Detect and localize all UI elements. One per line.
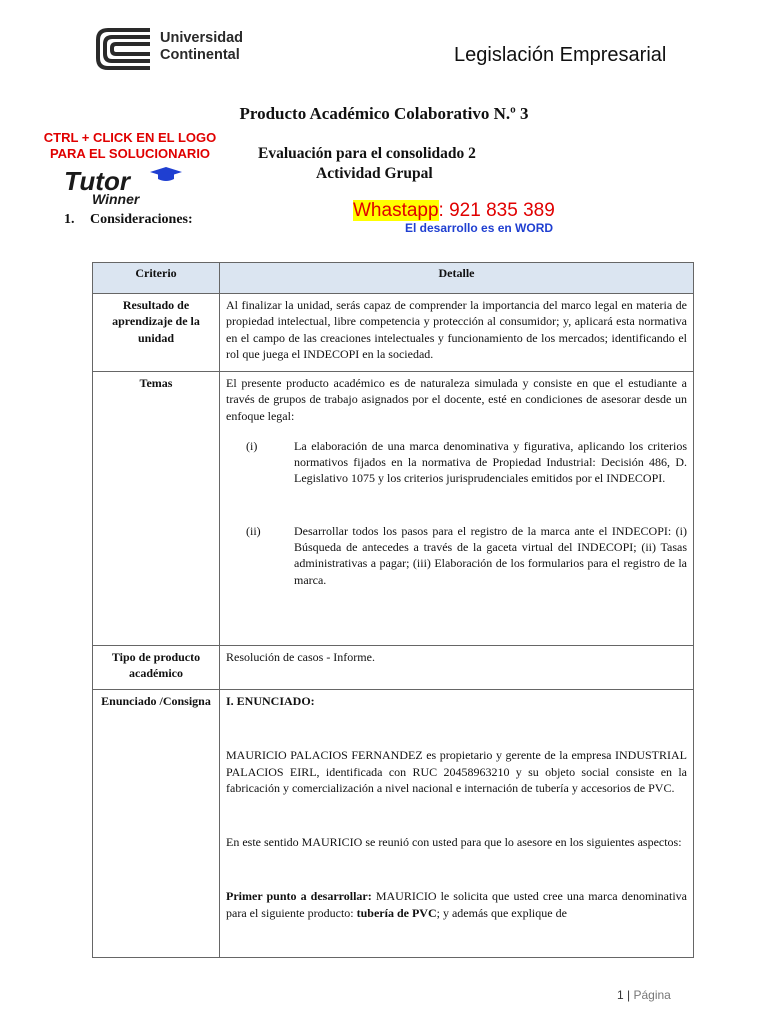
list-item: (i) La elaboración de una marca denominativa y figurativa, aplicando los criterios normativos fijados en la normativa de Propiedad Industrial: Decisión 486, D. Legislativo 1075 y los criterios jurisprudenciales emitidos por el INDECOPI. <box>246 438 687 486</box>
document-title: Producto Académico Colaborativo N.º 3 <box>239 104 529 123</box>
criterio-cell: Temas <box>93 372 220 646</box>
word-note: El desarrollo es en WORD <box>405 221 554 235</box>
header-criterio: Criterio <box>93 263 220 294</box>
promo-link-text: CTRL + CLICK EN EL LOGO PARA EL SOLUCIONARIO <box>43 130 217 161</box>
considerations-table <box>92 262 694 958</box>
section-heading: 1. Consideraciones: <box>64 212 193 227</box>
criterio-cell: Tipo de producto académico <box>93 646 220 690</box>
criterio-cell: Resultado de aprendizaje de la unidad <box>93 294 220 372</box>
enunciado-paragraph: En este sentido MAURICIO se reunió con usted para que lo asesore en los siguientes aspectos: <box>226 835 682 850</box>
table-row <box>93 372 694 646</box>
enunciado-paragraph: MAURICIO PALACIOS FERNANDEZ es propietario y gerente de la empresa INDUSTRIAL PALACIOS EIRL, identificada con RUC 20458963210 y su objeto social consiste en la fabricación y comercialización a nivel nacional e internación de tubería y accesorios de PVC. <box>226 748 687 795</box>
tutor-logo-word: Tutor <box>64 166 130 196</box>
temas-intro: El presente producto académico es de naturaleza simulada y consiste en que el estudiante a través de grupos de trabajo asignados por el docente, esté en condiciones de asesorar desde un enfoque legal: <box>226 376 687 423</box>
header-detalle: Detalle <box>220 263 694 294</box>
page-footer: 1 | Página <box>617 988 671 1002</box>
table-row <box>93 294 694 372</box>
detalle-cell <box>220 690 694 958</box>
whatsapp-contact: Whastapp: 921 835 389 <box>353 200 555 221</box>
enunciado-paragraph: Primer punto a desarrollar: MAURICIO le solicita que usted cree una marca denominativa para el siguiente producto: tubería de PVC; y además que explique de <box>226 889 687 920</box>
criterio-cell: Enunciado /Consigna <box>93 690 220 958</box>
detalle-cell <box>220 372 694 646</box>
table-row <box>93 646 694 690</box>
detalle-cell: Al finalizar la unidad, serás capaz de comprender la importancia del marco legal en materia de propiedad intelectual, libre competencia y protección al consumidor; y, aplicará esta normativa en el campo de las creaciones intelectuales y funcionamiento de los mercados; identificando el rol que juega el INDECOPI en la sociedad. <box>220 294 694 372</box>
list-item: (ii) Desarrollar todos los pasos para el registro de la marca ante el INDECOPI: (i) Búsqueda de antecedes a través de la gaceta virtual del INDECOPI; (ii) Tasas administrativas a pagar; (iii) Elaboración de los formularios para el registro de la marca. <box>246 523 687 587</box>
evaluation-subtitle: Evaluación para el consolidado 2 Actividad Grupal <box>258 145 476 182</box>
detalle-cell: Resolución de casos - Informe. <box>220 646 694 690</box>
table-row <box>93 690 694 958</box>
winner-logo-word: Winner <box>92 191 140 206</box>
enunciado-heading: I. ENUNCIADO: <box>226 694 315 708</box>
table-header-row <box>93 263 694 294</box>
tutor-winner-logo[interactable] <box>62 166 192 206</box>
course-title: Legislación Empresarial <box>454 44 667 66</box>
university-name: Universidad Continental <box>160 30 243 63</box>
